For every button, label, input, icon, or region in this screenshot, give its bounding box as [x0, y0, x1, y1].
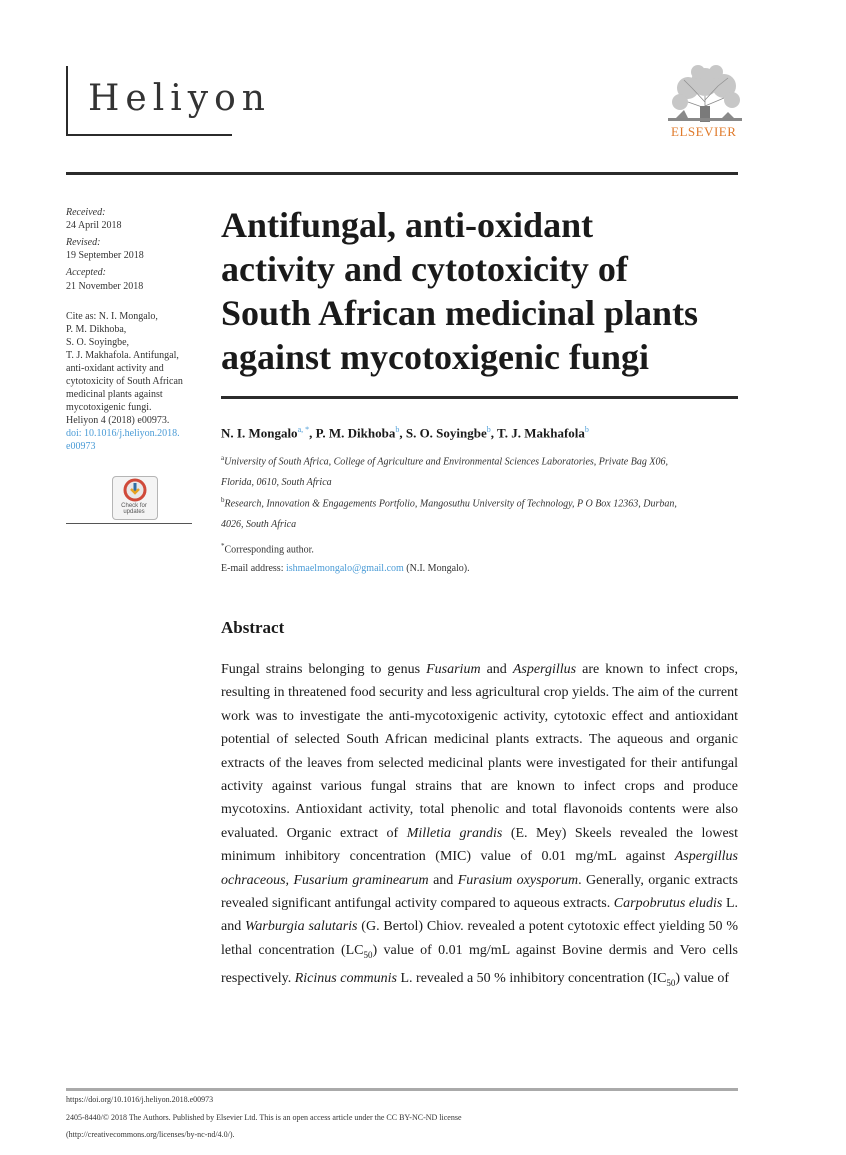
journal-name: Heliyon: [88, 78, 271, 119]
email-line: E-mail address: ishmaelmongalo@gmail.com (N.I. Mongalo).: [221, 563, 470, 574]
citation-line: anti-oxidant activity and: [66, 363, 164, 374]
affiliation-a: $^a$University of South Africa, College of Agriculture and Environmental Sciences Laboratories, Private Bag X06, Florida, 0610, South Africa: [221, 454, 668, 489]
citation-line: Heliyon 4 (2018) e00973.: [66, 415, 170, 426]
author-name[interactable]: T. J. Makhafola: [497, 425, 585, 441]
journal-brand-bar: [66, 66, 68, 136]
abstract-text: Fungal strains belonging to genus Fusarium and Aspergillus are known to infect crops, resulting in threatened food security and less agricultural crop yields. The aim of the current work was to investigate the anti-mycotoxigenic activity, cytotoxic effect and antioxidant potential of selected South African medicinal plants extracts. The aqueous and organic extracts of the leaves from selected medicinal plants were investigated for their antifungal activity against various fungal strains that are known to infect crops and produce mycotoxins. Antioxidant activity, total phenolic and total flavonoids contents were also evaluated. Organic extract of Milletia grandis (E. Mey) Skeels revealed the lowest minimum inhibitory concentration (MIC) value of 0.01 mg/mL against Aspergillus ochraceous, Fusarium graminearum and Furasium oxysporum. Generally, organic extracts revealed significant antifungal activity compared to aqueous extracts. Carpobrutus eludis L. and Warburgia salutaris (G. Bertol) Chiov. revealed a potent cytotoxic effect yielding 50 % lethal concentration $(LC_{50})$ value of 0.01 mg/mL against Bovine dermis and Vero cells respectively. Ricinus communis L. revealed a 50 % inhibitory concentration $(IC_{50})$ value of: [221, 662, 738, 988]
citation-line: medicinal plants against: [66, 389, 163, 400]
revised-date: 19 September 2018: [66, 250, 144, 261]
citation-line: P. M. Dikhoba,: [66, 324, 127, 335]
received-label: Received:: [66, 207, 106, 218]
author-list: N. I. Mongalo$^{a, *}$, P. M. Dikhoba$^b$, S. O. Soyingbe$^b$, T. J. Makhafola$^b$: [221, 425, 589, 441]
author-name[interactable]: S. O. Soyingbe: [405, 425, 487, 441]
affiliation-b: $^b$Research, Innovation & Engagements Portfolio, Mangosuthu University of Technology, P O Box 12363, Durban, 4026, South Africa: [221, 496, 677, 531]
sidebar-rule: [66, 523, 192, 524]
citation-line: S. O. Soyingbe,: [66, 337, 130, 348]
publisher-name: ELSEVIER: [671, 124, 737, 139]
footer-rule: [66, 1088, 738, 1091]
author-name[interactable]: P. M. Dikhoba: [315, 425, 396, 441]
doi-link-continued[interactable]: e00973: [66, 441, 96, 452]
header-rule: [66, 172, 738, 175]
accepted-label: Accepted:: [66, 267, 106, 278]
received-date: 24 April 2018: [66, 220, 122, 231]
email-link[interactable]: ishmaelmongalo@gmail.com: [285, 563, 404, 574]
title-rule: [221, 396, 738, 399]
citation-line: Cite as: N. I. Mongalo,: [66, 311, 158, 322]
citation-line: mycotoxigenic fungi.: [66, 402, 152, 413]
citation-line: T. J. Makhafola. Antifungal,: [66, 350, 179, 361]
check-for-updates-label: Check for updates: [121, 503, 147, 515]
footer-doi-link[interactable]: https://doi.org/10.1016/j.heliyon.2018.e00973: [66, 1095, 214, 1104]
corresponding-author: *Corresponding author.: [221, 542, 314, 556]
doi-link[interactable]: doi: 10.1016/j.heliyon.2018.: [66, 428, 180, 439]
footer-license-link[interactable]: (http://creativecommons.org/licenses/by-nc-nd/4.0/).: [66, 1130, 235, 1139]
revised-label: Revised:: [66, 237, 101, 248]
check-updates-icon: [113, 477, 157, 503]
citation-line: cytotoxicity of South African: [66, 376, 183, 387]
footer-license: 2405-8440/© 2018 The Authors. Published by Elsevier Ltd. This is an open access article under the CC BY-NC-ND license: [66, 1113, 462, 1122]
accepted-date: 21 November 2018: [66, 281, 144, 292]
abstract-heading: Abstract: [221, 618, 285, 637]
citation-block: [66, 310, 206, 453]
article-title: Antifungal, anti-oxidant activity and cytotoxicity of South African medicinal plants against mycotoxigenic fungi: [221, 205, 699, 377]
journal-brand-underline: [66, 134, 232, 136]
author-name[interactable]: N. I. Mongalo: [221, 425, 298, 441]
